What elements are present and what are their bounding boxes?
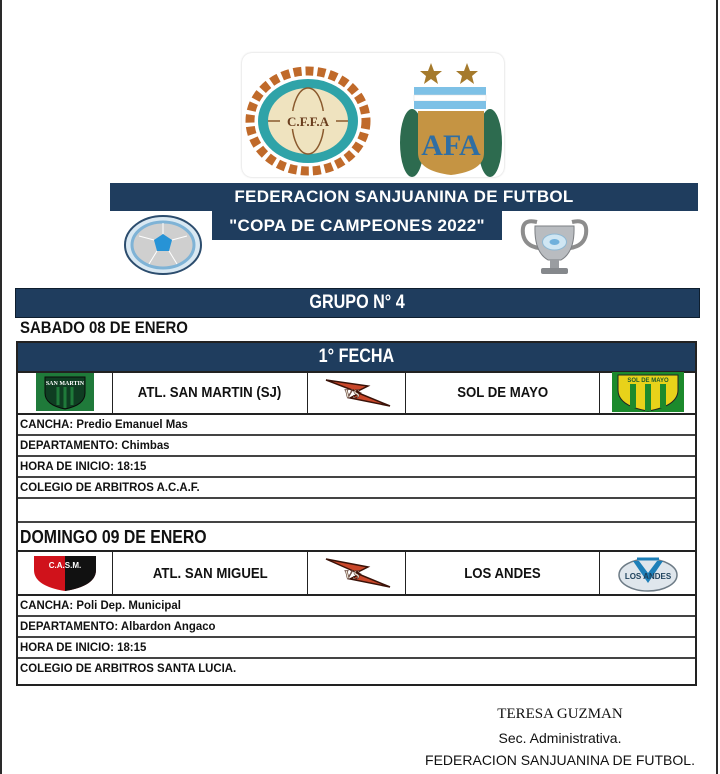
referees-row: COLEGIO DE ARBITROS A.C.A.F. [18, 478, 695, 499]
referees-row: COLEGIO DE ARBITROS SANTA LUCIA. [20, 661, 237, 675]
federation-title: FEDERACION SANJUANINA DE FUTBOL [110, 183, 698, 211]
home-team-name: ATL. SAN MARTIN (SJ) [113, 371, 308, 413]
svg-text:C.F.F.A: C.F.F.A [286, 114, 330, 129]
logo-panel [242, 53, 504, 177]
home-crest-cell [18, 552, 113, 594]
page-border-right [716, 0, 718, 774]
match-day-title: DOMINGO 09 DE ENERO [20, 527, 207, 547]
svg-text:SOL DE MAYO: SOL DE MAYO [626, 378, 669, 384]
san-martin-crest-icon [36, 373, 94, 411]
start-time-value: 18:15 [117, 459, 147, 473]
home-crest-cell [18, 371, 113, 413]
referees-value: SANTA LUCIA. [157, 661, 237, 675]
svg-text:VS: VS [343, 386, 360, 401]
vs-cell [308, 371, 406, 413]
venue-value: Poli Dep. Municipal [76, 598, 181, 612]
department-value: Chimbas [121, 438, 170, 452]
department-row: DEPARTAMENTO: Chimbas [18, 436, 695, 457]
svg-text:VS: VS [343, 567, 360, 582]
san-miguel-crest-icon [30, 554, 100, 592]
vs-icon [320, 374, 394, 410]
page-border-left [0, 0, 2, 774]
svg-text:LOS ANDES: LOS ANDES [624, 572, 671, 581]
match-day-title: SABADO 08 DE ENERO [20, 318, 188, 337]
sol-de-mayo-crest-icon [612, 372, 684, 412]
venue-value: Predio Emanuel Mas [76, 417, 188, 431]
trophy-icon [517, 212, 592, 280]
tournament-title: "COPA DE CAMPEONES 2022" [212, 211, 502, 240]
away-crest-cell [600, 371, 695, 413]
los-andes-crest-icon [615, 553, 681, 593]
group-title: GRUPO N° 4 [15, 288, 700, 318]
start-time-row: HORA DE INICIO: 18:15 [18, 457, 695, 478]
svg-text:C.A.S.M.: C.A.S.M. [48, 561, 82, 570]
federation-badge-icon [123, 214, 203, 276]
vs-cell [308, 552, 406, 594]
svg-text:AFA: AFA [421, 129, 481, 162]
away-team-name: SOL DE MAYO [406, 371, 600, 413]
vs-icon [320, 555, 394, 591]
match-row [18, 371, 695, 415]
venue-row: CANCHA: Predio Emanuel Mas [18, 415, 695, 436]
home-team-name: ATL. SAN MIGUEL [113, 552, 308, 594]
away-team-name: LOS ANDES [406, 552, 600, 594]
cffa-logo-icon [242, 53, 504, 177]
spacer-row [18, 499, 695, 523]
round-title: 1° FECHA [18, 343, 695, 373]
start-time-row: HORA DE INICIO: 18:15 [18, 638, 695, 659]
signature-organization: FEDERACION SANJUANINA DE FUTBOL. [425, 752, 695, 768]
signature-name: TERESA GUZMAN [497, 706, 623, 722]
department-row: DEPARTAMENTO: Albardon Angaco [18, 617, 695, 638]
start-time-value: 18:15 [117, 640, 147, 654]
match-row [18, 550, 695, 596]
department-value: Albardon Angaco [120, 619, 216, 633]
svg-text:SAN MARTIN: SAN MARTIN [45, 381, 85, 387]
referees-value: A.C.A.F. [156, 480, 200, 494]
signature-role: Sec. Administrativa. [498, 730, 622, 746]
venue-row: CANCHA: Poli Dep. Municipal [18, 596, 695, 617]
away-crest-cell [600, 552, 695, 594]
